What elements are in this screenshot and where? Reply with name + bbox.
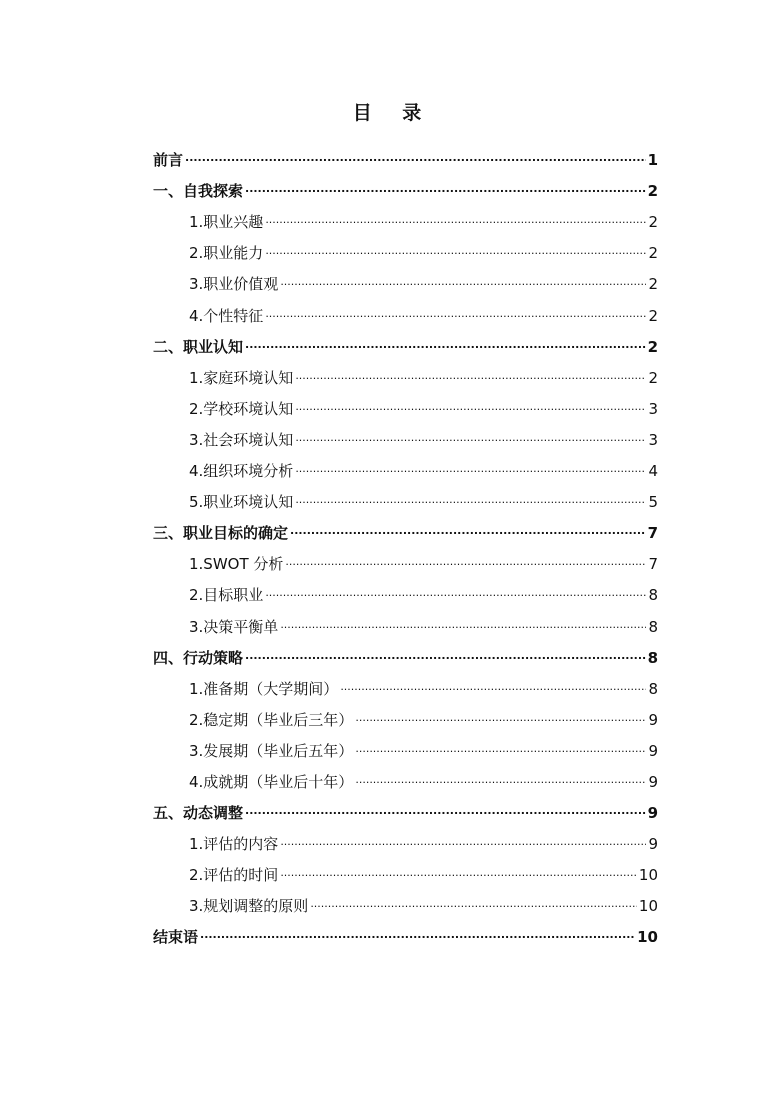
dot-leader (285, 552, 646, 574)
dot-leader (245, 801, 646, 823)
dot-leader (265, 210, 646, 232)
toc-entry-page-number: 10 (638, 897, 658, 916)
toc-entry-label: 3.社会环境认知 (189, 430, 294, 449)
dot-leader (265, 304, 646, 326)
toc-entry-label: 2.目标职业 (189, 586, 264, 605)
toc-entry-page-number: 7 (648, 555, 658, 574)
toc-entry-page-number: 10 (637, 928, 658, 947)
toc-entry-label: 三、职业目标的确定 (153, 524, 289, 543)
toc-entry-page-number: 2 (647, 337, 658, 356)
dot-leader (280, 272, 646, 294)
toc-entry-page-number: 3 (648, 430, 658, 449)
toc-entry-section[interactable] (153, 823, 658, 854)
dot-leader (295, 366, 646, 388)
toc-entry-page-number: 2 (648, 213, 658, 232)
toc-entry-chapter[interactable] (153, 170, 658, 201)
toc-entry-page-number: 10 (638, 866, 658, 885)
toc-entry-page-number: 7 (647, 524, 658, 543)
toc-entry-label: 3.规划调整的原则 (189, 897, 309, 916)
toc-entry-page-number: 9 (647, 804, 658, 823)
toc-entry-label: 1.评估的内容 (189, 835, 279, 854)
toc-entry-section[interactable] (153, 294, 658, 325)
toc-entry-label: 1.SWOT 分析 (189, 555, 284, 574)
toc-entry-section[interactable] (153, 263, 658, 294)
toc-entry-page-number: 2 (648, 368, 658, 387)
toc-entry-section[interactable] (153, 232, 658, 263)
dot-leader (355, 770, 646, 792)
toc-entry-label: 二、职业认知 (153, 337, 244, 356)
toc-entry-page-number: 1 (647, 151, 658, 170)
toc-entry-section[interactable] (153, 574, 658, 605)
toc-entry-label: 1.准备期（大学期间） (189, 679, 339, 698)
toc-entry-section[interactable] (153, 450, 658, 481)
toc-entry-label: 2.学校环境认知 (189, 399, 294, 418)
dot-leader (355, 739, 646, 761)
toc-entry-label: 4.组织环境分析 (189, 462, 294, 481)
toc-entry-label: 3.职业价值观 (189, 275, 279, 294)
toc-entry-section[interactable] (153, 357, 658, 388)
toc-entry-section[interactable] (153, 730, 658, 761)
toc-entry-page-number: 9 (648, 710, 658, 729)
toc-entry-section[interactable] (153, 854, 658, 885)
toc-entry-label: 2.评估的时间 (189, 866, 279, 885)
toc-entry-chapter[interactable] (153, 916, 658, 947)
toc-entry-label: 4.成就期（毕业后十年） (189, 772, 354, 791)
toc-entry-section[interactable] (153, 419, 658, 450)
toc-entry-section[interactable] (153, 761, 658, 792)
dot-leader (200, 925, 635, 947)
dot-leader (280, 863, 637, 885)
toc-entry-chapter[interactable] (153, 637, 658, 668)
dot-leader (295, 490, 646, 512)
toc-entry-page-number: 2 (648, 306, 658, 325)
dot-leader (265, 241, 646, 263)
toc-entry-label: 1.职业兴趣 (189, 213, 264, 232)
dot-leader (295, 428, 646, 450)
toc-entry-label: 2.稳定期（毕业后三年） (189, 710, 354, 729)
dot-leader (265, 583, 646, 605)
toc-entry-section[interactable] (153, 481, 658, 512)
toc-entry-label: 3.决策平衡单 (189, 617, 279, 636)
toc-entry-chapter[interactable] (153, 792, 658, 823)
dot-leader (340, 677, 646, 699)
toc-entry-section[interactable] (153, 699, 658, 730)
toc-entry-page-number: 8 (647, 648, 658, 667)
toc-entry-chapter[interactable] (153, 139, 658, 170)
toc-entry-page-number: 2 (648, 244, 658, 263)
toc-entry-section[interactable] (153, 201, 658, 232)
dot-leader (295, 397, 646, 419)
toc-entry-page-number: 3 (648, 399, 658, 418)
toc-list (153, 139, 658, 947)
toc-entry-label: 1.家庭环境认知 (189, 368, 294, 387)
dot-leader (280, 832, 646, 854)
toc-entry-page-number: 2 (648, 275, 658, 294)
toc-entry-chapter[interactable] (153, 512, 658, 543)
toc-entry-page-number: 5 (648, 493, 658, 512)
dot-leader (290, 521, 646, 543)
toc-entry-page-number: 8 (648, 679, 658, 698)
toc-entry-page-number: 8 (648, 617, 658, 636)
toc-entry-label: 结束语 (153, 928, 199, 947)
toc-entry-section[interactable] (153, 885, 658, 916)
toc-entry-page-number: 9 (648, 835, 658, 854)
toc-entry-label: 2.职业能力 (189, 244, 264, 263)
toc-entry-label: 五、动态调整 (153, 804, 244, 823)
toc-entry-page-number: 2 (647, 182, 658, 201)
toc-entry-label: 一、自我探索 (153, 182, 244, 201)
dot-leader (280, 615, 646, 637)
toc-entry-section[interactable] (153, 605, 658, 636)
toc-entry-page-number: 9 (648, 772, 658, 791)
toc-entry-section[interactable] (153, 668, 658, 699)
toc-entry-label: 3.发展期（毕业后五年） (189, 741, 354, 760)
toc-entry-label: 5.职业环境认知 (189, 493, 294, 512)
toc-entry-chapter[interactable] (153, 326, 658, 357)
toc-entry-page-number: 8 (648, 586, 658, 605)
dot-leader (310, 894, 637, 916)
toc-entry-label: 四、行动策略 (153, 648, 244, 667)
dot-leader (245, 335, 646, 357)
toc-entry-page-number: 4 (648, 462, 658, 481)
toc-entry-label: 4.个性特征 (189, 306, 264, 325)
dot-leader (355, 708, 646, 730)
toc-entry-section[interactable] (153, 543, 658, 574)
toc-entry-page-number: 9 (648, 741, 658, 760)
dot-leader (185, 148, 646, 170)
dot-leader (245, 179, 646, 201)
dot-leader (245, 646, 646, 668)
toc-entry-label: 前言 (153, 151, 184, 170)
toc-entry-section[interactable] (153, 388, 658, 419)
dot-leader (295, 459, 646, 481)
toc-title: 目 录 (352, 102, 434, 124)
